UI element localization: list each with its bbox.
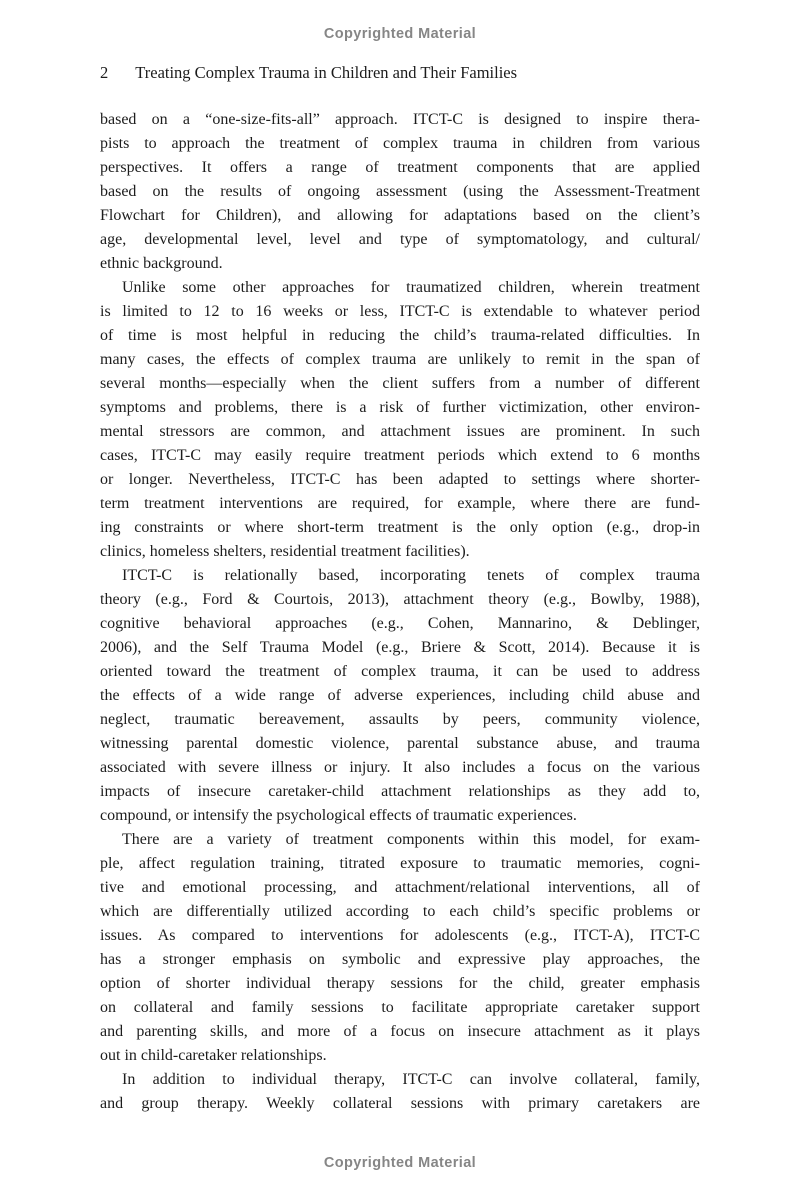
paragraph [100,108,700,276]
text-line: and parenting skills, and more of a focus on insecure attachment as it plays [100,1023,700,1040]
copyright-notice-bottom: Copyrighted Material [323,1155,477,1171]
text-line: In addition to individual therapy, ITCT-C can involve collateral, family, [122,1071,700,1088]
text-line: cases, ITCT-C may easily require treatment periods which extend to 6 months [100,447,700,464]
text-line: is limited to 12 to 16 weeks or less, ITCT-C is extendable to whatever period [100,303,700,320]
text-line: has a stronger emphasis on symbolic and expressive play approaches, the [100,951,700,968]
text-line: neglect, traumatic bereavement, assaults by peers, community violence, [100,711,700,728]
text-line: ple, affect regulation training, titrated exposure to traumatic memories, cogni- [100,855,700,872]
text-line: ing constraints or where short-term treatment is the only option (e.g., drop-in [100,519,700,536]
text-line: based on the results of ongoing assessment (using the Assessment-Treatment [100,183,700,200]
text-line: perspectives. It offers a range of treatment components that are applied [100,159,700,176]
text-line: ITCT-C is relationally based, incorporating tenets of complex trauma [122,567,700,584]
text-line: 2006), and the Self Trauma Model (e.g., Briere & Scott, 2014). Because it is [100,639,700,656]
text-line: oriented toward the treatment of complex trauma, it can be used to address [100,663,700,680]
text-line: issues. As compared to interventions for adolescents (e.g., ITCT-A), ITCT-C [100,927,700,944]
running-title: Treating Complex Trauma in Children and Their Families [135,63,518,82]
text-line: option of shorter individual therapy sessions for the child, greater emphasis [100,975,700,992]
text-line: Unlike some other approaches for traumatized children, wherein treatment [122,279,700,296]
text-line: compound, or intensify the psychological effects of traumatic experiences. [100,807,577,824]
copyright-notice-top: Copyrighted Material [323,26,477,42]
text-line: Flowchart for Children), and allowing for adaptations based on the client’s [100,207,700,224]
text-line: term treatment interventions are required, for example, where there are fund- [100,495,700,512]
text-line: pists to approach the treatment of complex trauma in children from various [100,135,700,152]
paragraph [100,276,700,564]
text-line: based on a “one-size-fits-all” approach. ITCT-C is designed to inspire thera- [100,111,700,128]
text-line: the effects of a wide range of adverse experiences, including child abuse and [100,687,700,704]
text-line: on collateral and family sessions to facilitate appropriate caretaker support [100,999,700,1016]
text-line: which are differentially utilized according to each child’s specific problems or [100,903,700,920]
text-line: cognitive behavioral approaches (e.g., Cohen, Mannarino, & Deblinger, [100,615,700,632]
text-line: mental stressors are common, and attachment issues are prominent. In such [100,423,700,440]
paragraph [100,828,700,1068]
text-line: witnessing parental domestic violence, parental substance abuse, and trauma [100,735,700,752]
body-text [100,108,700,1116]
paragraph [100,564,700,828]
text-line: or longer. Nevertheless, ITCT-C has been adapted to settings where shorter- [100,471,700,488]
text-line: clinics, homeless shelters, residential treatment facilities). [100,543,470,560]
text-line: many cases, the effects of complex trauma are unlikely to remit in the span of [100,351,700,368]
text-line: and group therapy. Weekly collateral sessions with primary caretakers are [100,1095,700,1112]
text-line: out in child-caretaker relationships. [100,1047,327,1064]
text-line: symptoms and problems, there is a risk of further victimization, other environ- [100,399,700,416]
page-number: 2 [100,63,109,82]
text-line: tive and emotional processing, and attachment/relational interventions, all of [100,879,700,896]
text-line: associated with severe illness or injury. It also includes a focus on the various [100,759,700,776]
text-line: several months—especially when the client suffers from a number of different [100,375,700,392]
text-line: ethnic background. [100,255,223,272]
text-line: theory (e.g., Ford & Courtois, 2013), attachment theory (e.g., Bowlby, 1988), [100,591,700,608]
text-line: age, developmental level, level and type of symptomatology, and cultural/ [100,231,700,248]
text-line: impacts of insecure caretaker-child attachment relationships as they add to, [100,783,700,800]
text-line: of time is most helpful in reducing the child’s trauma-related difficulties. In [100,327,700,344]
text-line: There are a variety of treatment components within this model, for exam- [122,831,700,848]
running-header [100,63,700,83]
paragraph [100,1068,700,1116]
